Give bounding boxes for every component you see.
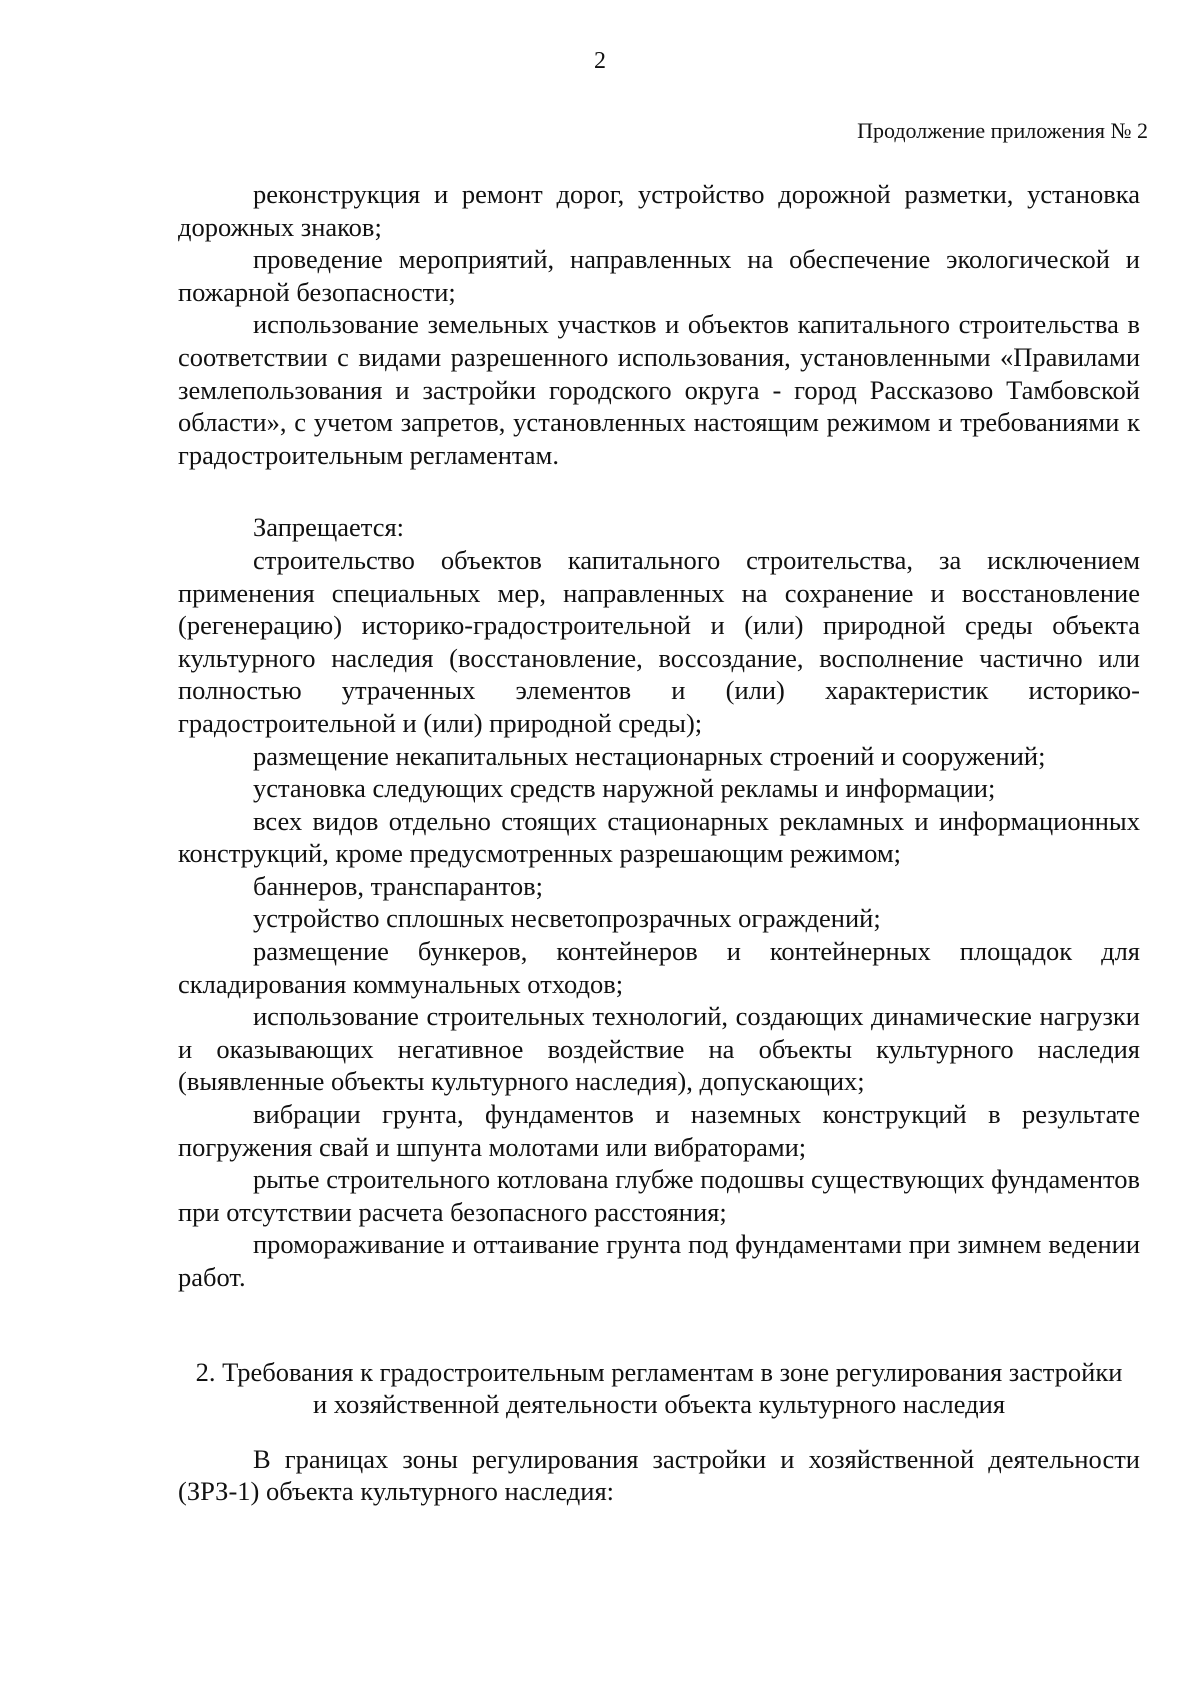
prohibited-heading: Запрещается: — [253, 512, 405, 543]
intro-paragraph-1: реконструкция и ремонт дорог, устройство дорожной разметки, установка дорожных знаков; — [178, 179, 1140, 242]
prohibited-item: всех видов отдельно стоящих стационарных рекламных и информационных конструкций, кроме предусмотренных разрешающим режимом; — [178, 805, 1140, 869]
intro-paragraph-3: использование земельных участков и объектов капитального строительства в соответствии с видами разрешенного использования, установленными «Правилами землепользования и застройки городского округа - город Рассказово Тамбовской области», с учетом запретов, установленных настоящим режимом и требованиями к градостроительным регламентам. — [178, 309, 1140, 470]
prohibited-item: промораживание и оттаивание грунта под фундаментами при зимнем ведении работ. — [178, 1229, 1140, 1292]
prohibited-item: размещение некапитальных нестационарных строений и сооружений; — [253, 740, 1046, 771]
page-number: 2 — [594, 48, 606, 74]
prohibited-item: устройство сплошных несветопрозрачных ограждений; — [253, 903, 881, 934]
intro-paragraph-2: проведение мероприятий, направленных на обеспечение экологической и пожарной безопасности; — [178, 244, 1140, 307]
appendix-continuation-label: Продолжение приложения № 2 — [857, 118, 1148, 143]
prohibited-item: рытье строительного котлована глубже подошвы существующих фундаментов при отсутствии расчета безопасного расстояния; — [178, 1164, 1140, 1227]
prohibited-item: строительство объектов капитального строительства, за исключением применения специальных мер, направленных на сохранение и восстановление (регенерацию) историко-градостроительной и (или) природной среды объекта культурного наследия (восстановление, воссоздание, восполнение частично или полностью утраченных элементов и (или) характеристик историко-градостроительной и (или) природной среды); — [178, 544, 1140, 738]
section-2-paragraph: В границах зоны регулирования застройки и хозяйственной деятельности (ЗРЗ-1) объекта культурного наследия: — [178, 1443, 1140, 1507]
prohibited-item: вибрации грунта, фундаментов и наземных конструкций в результате погружения свай и шпунта молотами или вибраторами; — [178, 1099, 1140, 1162]
prohibited-item: баннеров, транспарантов; — [253, 870, 543, 901]
prohibited-item: размещение бункеров, контейнеров и контейнерных площадок для складирования коммунальных отходов; — [178, 936, 1140, 999]
section-2-heading: 2. Требования к градостроительным регламентам в зоне регулирования застройки и хозяйственной деятельности объекта культурного наследия — [195, 1356, 1123, 1420]
prohibited-item: использование строительных технологий, создающих динамические нагрузки и оказывающих негативное воздействие на объекты культурного наследия (выявленные объекты культурного наследия), допускающих; — [178, 1001, 1140, 1097]
document-body — [178, 178, 1140, 1508]
prohibited-item: установка следующих средств наружной рекламы и информации; — [253, 773, 996, 804]
